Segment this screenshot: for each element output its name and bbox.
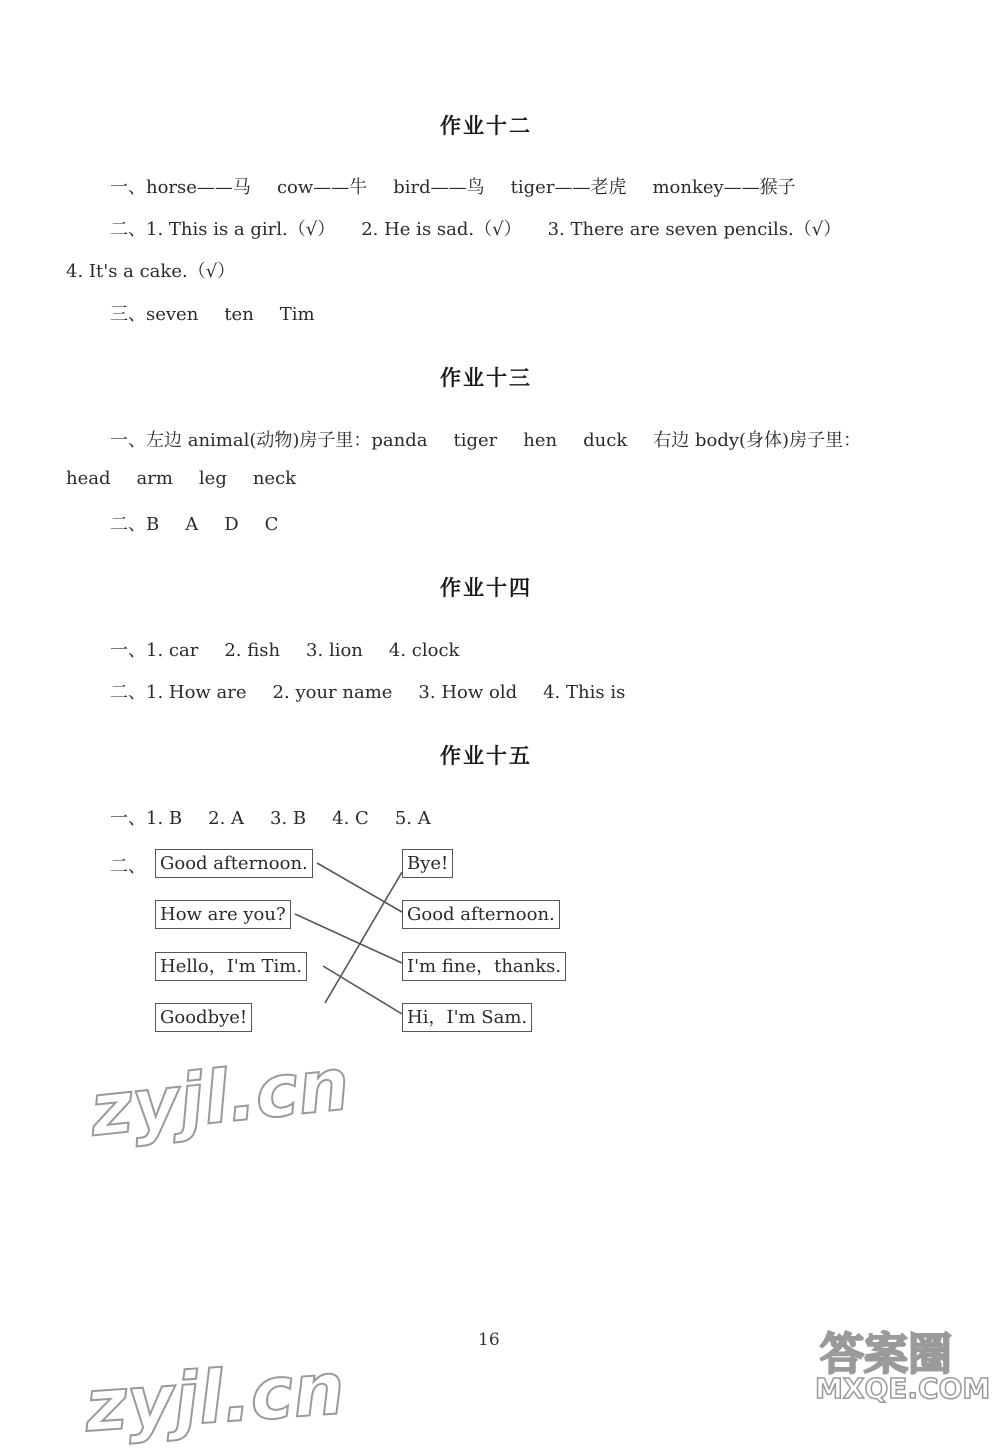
answer-item: arm [136, 468, 173, 489]
answer-item: 3. B [270, 808, 307, 829]
answer-item: cow——牛 [276, 177, 368, 198]
answer-item: hen [523, 430, 558, 451]
match-left-item: Goodbye! [155, 1003, 252, 1032]
section-title: 作业十五 [440, 744, 532, 768]
match-right-item: Hi，I'm Sam. [402, 1003, 532, 1032]
answer-item: ten [224, 304, 254, 325]
section-title: 作业十二 [440, 114, 532, 138]
answer-item: 二、B [110, 514, 160, 535]
answer-item: bird——鸟 [393, 177, 485, 198]
answer-item: 三、seven [110, 304, 199, 325]
answer-item: monkey——猴子 [652, 177, 796, 198]
watermark-brand: 答案圈 [820, 1329, 952, 1380]
answer-item: 2. your name [272, 682, 393, 703]
answer-item: C [264, 514, 279, 535]
match-left-item: How are you? [155, 900, 291, 929]
answer-item: duck [583, 430, 628, 451]
match-line [325, 872, 402, 1003]
match-left-item: Hello，I'm Tim. [155, 952, 307, 981]
match-line [295, 914, 402, 963]
match-line [317, 863, 402, 912]
watermark-site: MXQE.COM [815, 1372, 991, 1405]
answer-item: 4. C [332, 808, 369, 829]
answer-item: 一、左边 animal(动物)房子里：panda [110, 430, 428, 451]
watermark-zyjl: zyjl.cn [86, 1041, 354, 1153]
answer-item: 4. This is [543, 682, 626, 703]
section-title: 作业十三 [440, 366, 532, 390]
matching-prefix: 二、 [110, 856, 146, 877]
match-left-item: Good afternoon. [155, 849, 313, 878]
answer-item: 一、1. car [110, 640, 199, 661]
answer-item: head [66, 468, 111, 489]
answer-item: tiger [453, 430, 498, 451]
answer-item: 2. A [208, 808, 245, 829]
section-title: 作业十四 [440, 576, 532, 600]
answer-item: 二、1. How are [110, 682, 247, 703]
answer-item: leg [198, 468, 227, 489]
answer-item: 3. There are seven pencils.（√） [547, 219, 842, 240]
answer-item: 3. lion [306, 640, 363, 661]
answer-item: 4. clock [388, 640, 460, 661]
answer-item: D [224, 514, 239, 535]
answer-item: A [185, 514, 199, 535]
answer-item: tiger——老虎 [510, 177, 627, 198]
match-right-item: Bye! [402, 849, 453, 878]
watermark-zyjl-bottom: zyjl.cn [82, 1346, 348, 1448]
match-right-item: Good afternoon. [402, 900, 560, 929]
answer-item: neck [252, 468, 297, 489]
answer-item: 一、1. B [110, 808, 183, 829]
answer-item: 2. He is sad.（√） [361, 219, 522, 240]
answer-item: 右边 body(身体)房子里： [653, 430, 862, 451]
answer-item: 一、horse——马 [110, 177, 251, 198]
answer-item: 二、1. This is a girl.（√） [110, 219, 336, 240]
page-number: 16 [478, 1330, 500, 1350]
answer-item: 4. It's a cake.（√） [66, 261, 236, 282]
answer-item: 2. fish [224, 640, 281, 661]
answer-item: 5. A [394, 808, 431, 829]
match-line [323, 966, 402, 1014]
match-right-item: I'm fine，thanks. [402, 952, 566, 981]
answer-item: 3. How old [418, 682, 518, 703]
answer-item: Tim [279, 304, 315, 325]
